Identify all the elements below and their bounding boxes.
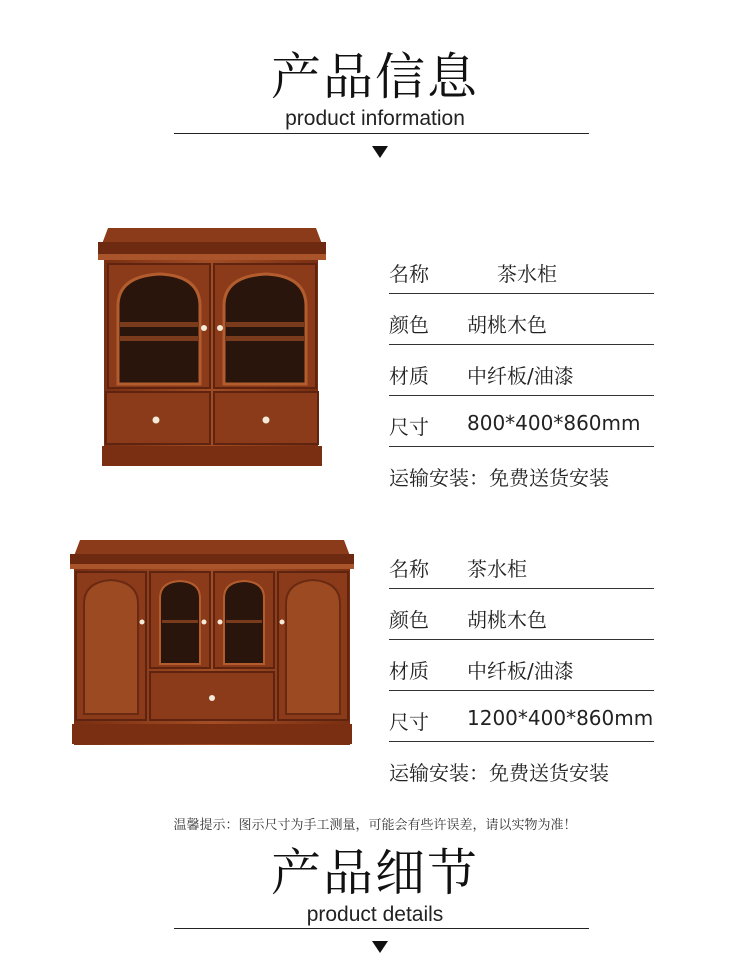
spec-row-shipping <box>389 447 654 497</box>
spec-row-name <box>389 243 654 294</box>
spec-row-size <box>389 396 654 447</box>
spec-row-color <box>389 589 654 640</box>
section-title-cn: 产品细节 <box>271 844 479 902</box>
down-triangle-icon <box>372 941 388 953</box>
spec-value: 茶水柜 <box>497 262 557 286</box>
heading-divider <box>174 928 589 929</box>
spec-row-material <box>389 345 654 396</box>
spec-value: 胡桃木色 <box>467 313 547 337</box>
spec-value: 茶水柜 <box>467 557 527 581</box>
section-title-cn: 产品信息 <box>271 48 479 106</box>
spec-value: 中纤板/油漆 <box>467 659 574 683</box>
spec-key: 名称 <box>389 557 429 581</box>
section-heading-details <box>0 844 750 926</box>
spec-key: 材质 <box>389 659 429 683</box>
spec-value: 胡桃木色 <box>467 608 547 632</box>
heading-divider <box>174 133 589 134</box>
section-title-en: product details <box>306 903 444 926</box>
spec-key: 尺寸 <box>389 415 429 439</box>
spec-row-material <box>389 640 654 691</box>
spec-table-1 <box>389 243 654 497</box>
spec-key: 尺寸 <box>389 710 429 734</box>
product-image-small-cabinet <box>98 224 326 468</box>
spec-key: 材质 <box>389 364 429 388</box>
spec-shipping: 运输安装：免费送货安装 <box>389 466 609 490</box>
spec-key: 颜色 <box>389 313 429 337</box>
product-image-wide-cabinet <box>70 538 354 746</box>
spec-value: 中纤板/油漆 <box>467 364 574 388</box>
section-title-en: product information <box>285 107 465 130</box>
down-triangle-icon <box>372 146 388 158</box>
spec-row-size <box>389 691 654 742</box>
spec-value: 800*400*860mm <box>467 411 641 435</box>
measurement-note: 温馨提示：图示尺寸为手工测量，可能会有些许误差，请以实物为准！ <box>173 818 577 833</box>
spec-shipping: 运输安装：免费送货安装 <box>389 761 609 785</box>
spec-key: 名称 <box>389 262 429 286</box>
spec-row-shipping <box>389 742 654 792</box>
section-heading-info <box>0 48 750 130</box>
spec-row-name <box>389 538 654 589</box>
spec-row-color <box>389 294 654 345</box>
spec-value: 1200*400*860mm <box>467 706 654 730</box>
spec-table-2 <box>389 538 654 792</box>
spec-key: 颜色 <box>389 608 429 632</box>
